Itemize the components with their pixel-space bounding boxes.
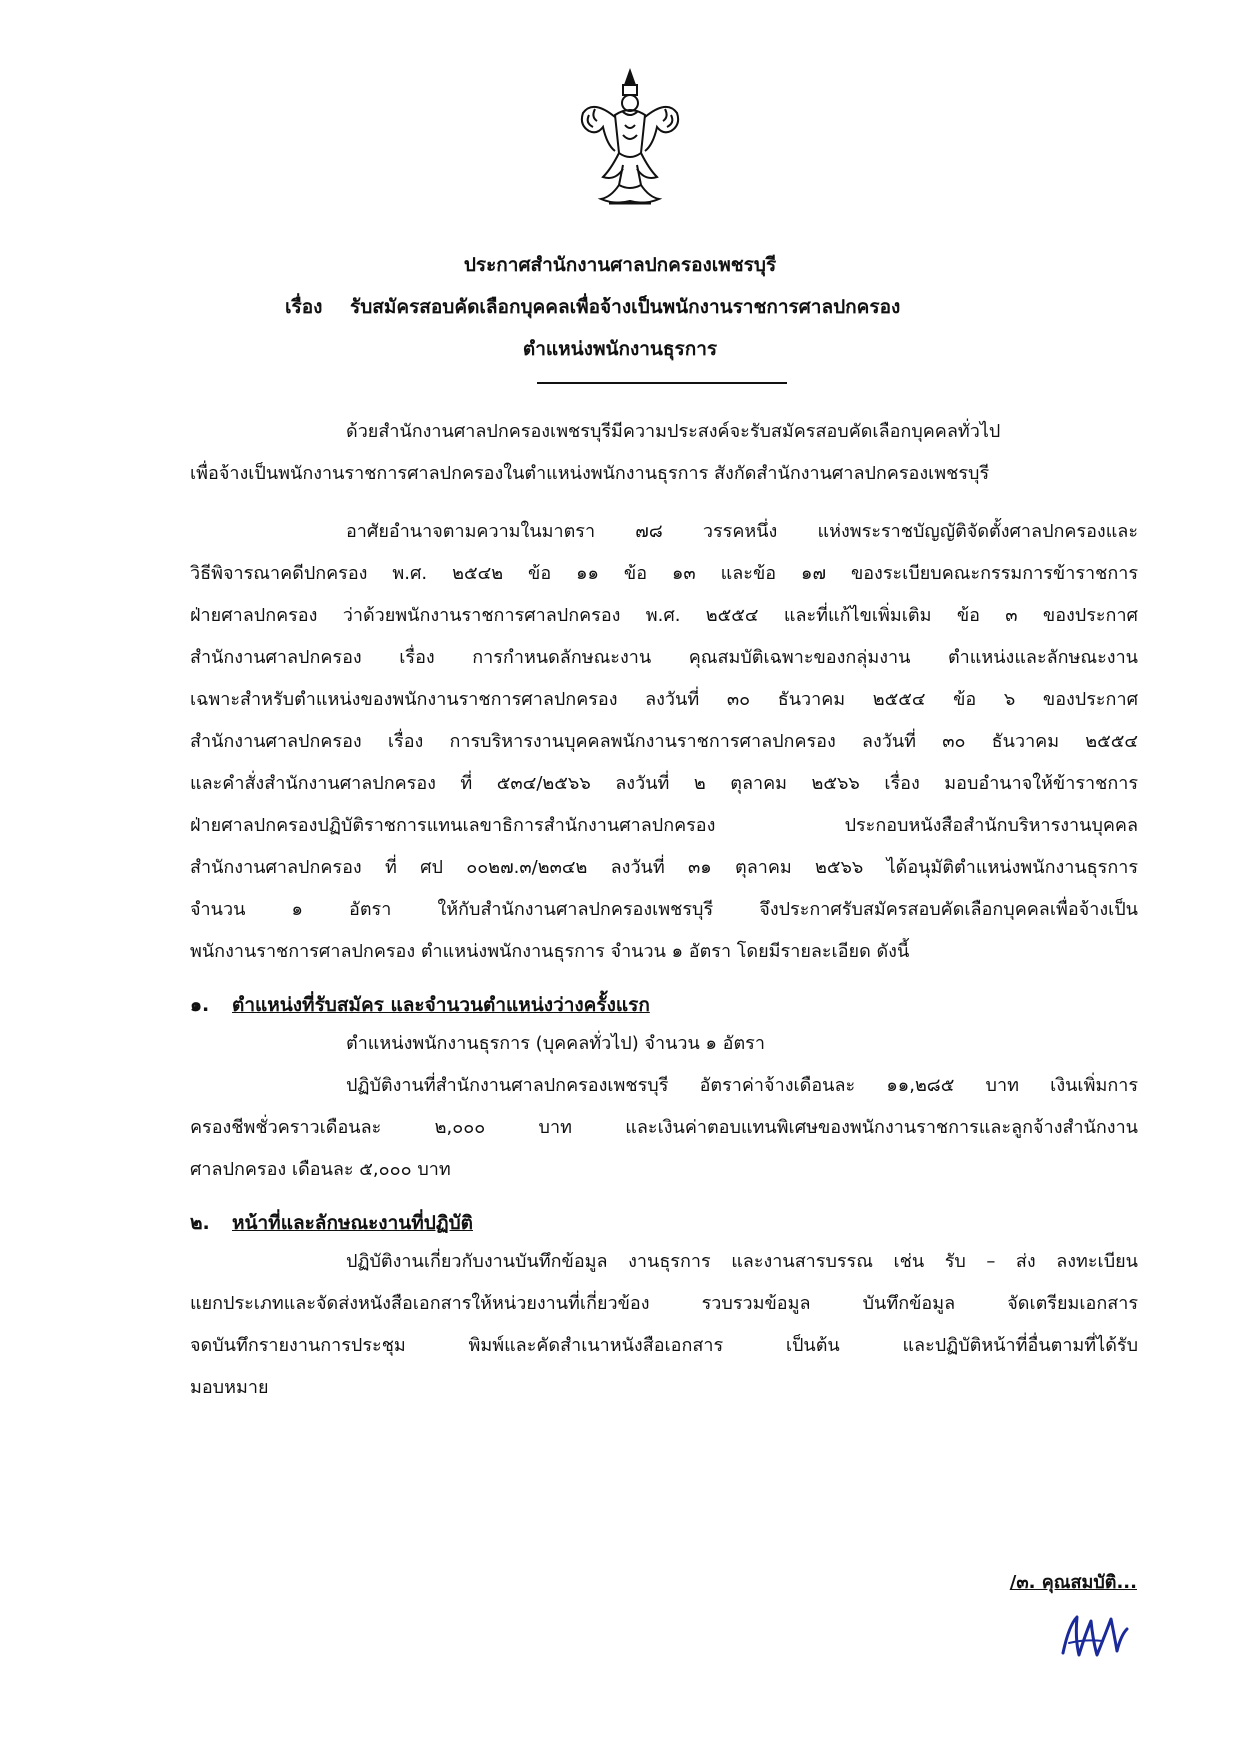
continuation-marker: /๓. คุณสมบัติ... (1009, 1572, 1137, 1593)
paragraph-line: เพื่อจ้างเป็นพนักงานราชการศาลปกครองในตำแหน่งพนักงานธุรการ สังกัดสำนักงานศาลปกครองเพชรบุรี (190, 463, 990, 484)
section-title: ตำแหน่งที่รับสมัคร และจำนวนตำแหน่งว่างครั้งแรก (232, 994, 650, 1016)
paragraph-line: ฝ่ายศาลปกครอง ว่าด้วยพนักงานราชการศาลปกครอง พ.ศ. ๒๕๕๔ และที่แก้ไขเพิ่มเติม ข้อ ๓ ของประกาศ (190, 605, 1138, 626)
paragraph-line: ด้วยสำนักงานศาลปกครองเพชรบุรีมีความประสงค์จะรับสมัครสอบคัดเลือกบุคคลทั่วไป (346, 421, 1001, 442)
title-underline (537, 382, 787, 384)
paragraph-line: เฉพาะสำหรับตำแหน่งของพนักงานราชการศาลปกครอง ลงวันที่ ๓๐ ธันวาคม ๒๕๕๔ ข้อ ๖ ของประกาศ (190, 689, 1138, 710)
section-number: ๑. (190, 994, 210, 1016)
section-number: ๒. (190, 1212, 210, 1234)
garuda-emblem (575, 65, 685, 215)
paragraph-line: สำนักงานศาลปกครอง เรื่อง การกำหนดลักษณะงาน คุณสมบัติเฉพาะของกลุ่มงาน ตำแหน่งและลักษณะงาน (190, 647, 1138, 668)
position-line: ตำแหน่งพนักงานธุรการ (522, 338, 718, 360)
paragraph-line: ปฏิบัติงานที่สำนักงานศาลปกครองเพชรบุรี อัตราค่าจ้างเดือนละ ๑๑,๒๘๕ บาท เงินเพิ่มการ (346, 1075, 1138, 1096)
paragraph-line: แยกประเภทและจัดส่งหนังสือเอกสารให้หน่วยงานที่เกี่ยวข้อง รวบรวมข้อมูล บันทึกข้อมูล จัดเตรียมเอกสาร (190, 1293, 1138, 1314)
paragraph-line: สำนักงานศาลปกครอง ที่ ศป ๐๐๒๗.๓/๒๓๔๒ ลงวันที่ ๓๑ ตุลาคม ๒๕๖๖ ได้อนุมัติตำแหน่งพนักงานธุรการ (190, 857, 1138, 878)
subject-text: รับสมัครสอบคัดเลือกบุคคลเพื่อจ้างเป็นพนักงานราชการศาลปกครอง (350, 296, 901, 318)
paragraph-line: อาศัยอำนาจตามความในมาตรา ๗๘ วรรคหนึ่ง แห่งพระราชบัญญัติจัดตั้งศาลปกครองและ (346, 521, 1138, 542)
position-count: ตำแหน่งพนักงานธุรการ (บุคคลทั่วไป) จำนวน ๑ อัตรา (346, 1033, 765, 1054)
section-title: หน้าที่และลักษณะงานที่ปฏิบัติ (232, 1212, 473, 1234)
paragraph-line: และคำสั่งสำนักงานศาลปกครอง ที่ ๕๓๔/๒๕๖๖ ลงวันที่ ๒ ตุลาคม ๒๕๖๖ เรื่อง มอบอำนาจให้ข้าราชการ (190, 773, 1138, 794)
signature-initials (1055, 1605, 1135, 1665)
paragraph-line: ปฏิบัติงานเกี่ยวกับงานบันทึกข้อมูล งานธุรการ และงานสารบรรณ เช่น รับ – ส่ง ลงทะเบียน (346, 1251, 1138, 1272)
paragraph-line: พนักงานราชการศาลปกครอง ตำแหน่งพนักงานธุรการ จำนวน ๑ อัตรา โดยมีรายละเอียด ดังนี้ (190, 941, 910, 962)
subject-label: เรื่อง (285, 296, 323, 318)
paragraph-line: สำนักงานศาลปกครอง เรื่อง การบริหารงานบุคคลพนักงานราชการศาลปกครอง ลงวันที่ ๓๐ ธันวาคม ๒๕๕๔ (190, 731, 1138, 752)
paragraph-line: จำนวน ๑ อัตรา ให้กับสำนักงานศาลปกครองเพชรบุรี จึงประกาศรับสมัครสอบคัดเลือกบุคคลเพื่อจ้างเป็น (190, 899, 1138, 920)
paragraph-line: จดบันทึกรายงานการประชุม พิมพ์และคัดสำเนาหนังสือเอกสาร เป็นต้น และปฏิบัติหน้าที่อื่นตามที่ได้รับ (190, 1335, 1138, 1356)
paragraph-line: มอบหมาย (190, 1377, 269, 1398)
document-title: ประกาศสำนักงานศาลปกครองเพชรบุรี (463, 254, 777, 276)
paragraph-line: ฝ่ายศาลปกครองปฏิบัติราชการแทนเลขาธิการสำนักงานศาลปกครอง ประกอบหนังสือสำนักบริหารงานบุคคล (190, 815, 1138, 836)
paragraph-line: ครองชีพชั่วคราวเดือนละ ๒,๐๐๐ บาท และเงินค่าตอบแทนพิเศษของพนักงานราชการและลูกจ้างสำนักงาน (190, 1117, 1138, 1138)
paragraph-line: ศาลปกครอง เดือนละ ๕,๐๐๐ บาท (190, 1159, 451, 1180)
paragraph-line: วิธีพิจารณาคดีปกครอง พ.ศ. ๒๕๔๒ ข้อ ๑๑ ข้อ ๑๓ และข้อ ๑๗ ของระเบียบคณะกรรมการข้าราชการ (190, 563, 1138, 584)
